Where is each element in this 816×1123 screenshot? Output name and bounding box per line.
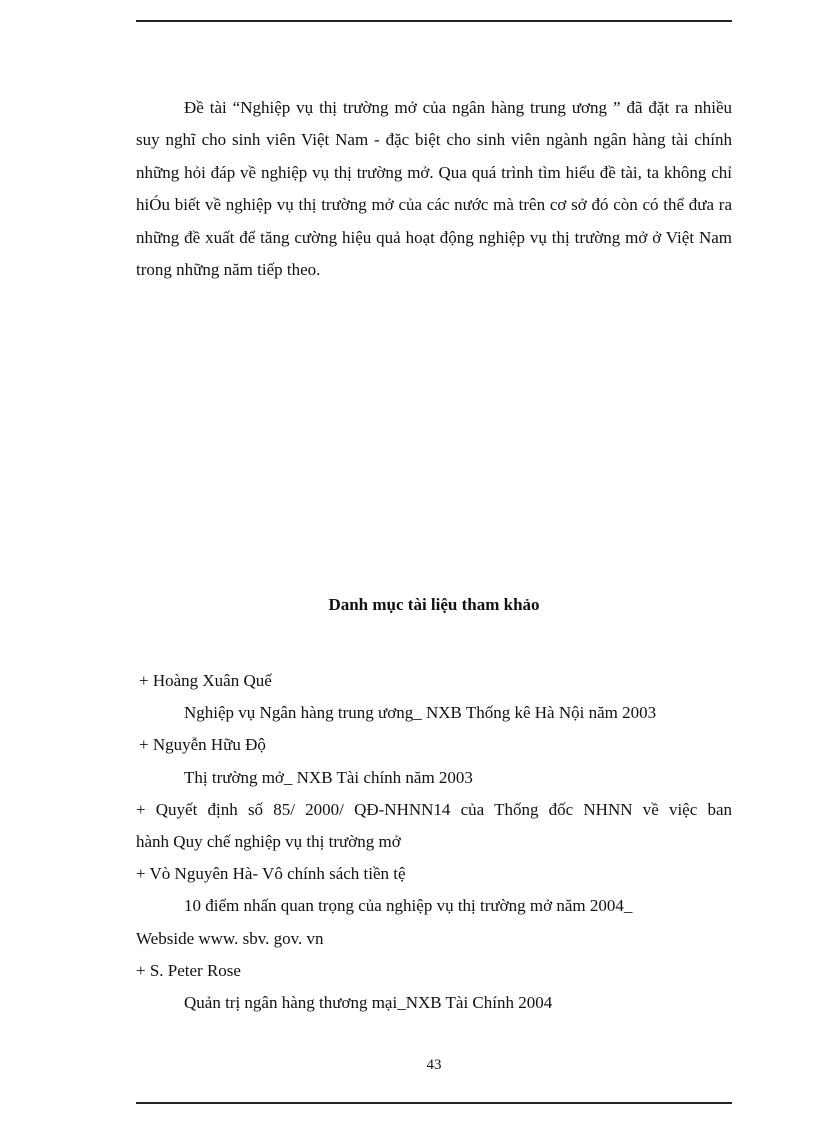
reference-author: + S. Peter Rose [136,960,241,980]
reference-author: + Quyết định số 85/ 2000/ QĐ-NHNN14 của Thống đốc NHNN về việc ban [136,799,732,819]
page-number: 43 [426,1057,442,1073]
header-rule [136,20,732,22]
reference-title: Webside www. sbv. gov. vn [136,928,324,948]
reference-title: Quản trị ngân hàng thương mại_NXB Tài Chính 2004 [184,992,553,1012]
reference-title: Thị trường mở_ NXB Tài chính năm 2003 [184,767,473,787]
reference-title: 10 điểm nhấn quan trọng của nghiệp vụ thị trường mở năm 2004_ [184,896,633,916]
references-heading: Danh mục tài liệu tham khảo [328,595,540,614]
footer-rule [136,1102,732,1104]
reference-author: + Hoàng Xuân Quế [139,671,272,690]
reference-author: + Vò Nguyên Hà- Vô chính sách tiền tệ [136,864,406,884]
conclusion-paragraph: Đề tài “Nghiệp vụ thị trường mở của ngân hàng trung ương ” đã đặt ra nhiều suy nghĩ cho sinh viên Việt Nam - đặc biệt cho sinh viên ngành ngân hàng tài chính những hỏi đáp về nghiệp vụ thị trường mở. Qua quá trình tìm hiểu đề tài, ta không chỉ hiÓu biết về nghiệp vụ thị trường mở của các nước mà trên cơ sở đó còn có thể đưa ra những đề xuất để tăng cường hiệu quả hoạt động nghiệp vụ thị trường mở ở Việt Nam trong những năm tiếp theo. [136,98,732,280]
references-list [136,665,732,1019]
reference-title: Nghiệp vụ Ngân hàng trung ương_ NXB Thống kê Hà Nội năm 2003 [184,703,657,723]
reference-author: + Nguyễn Hữu Độ [139,735,266,755]
reference-title: hành Quy chế nghiệp vụ thị trường mở [136,831,401,851]
